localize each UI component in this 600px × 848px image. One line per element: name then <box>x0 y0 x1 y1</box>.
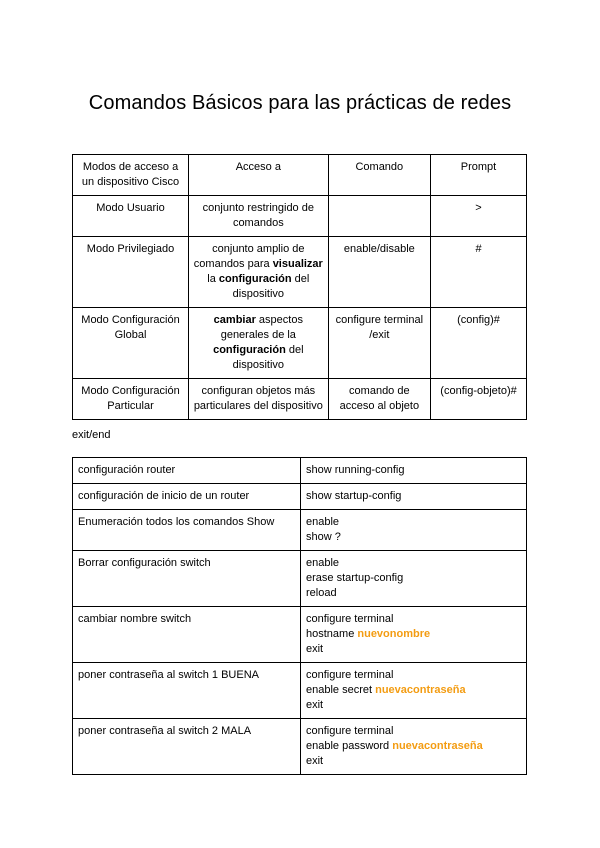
access-cell <box>189 237 329 308</box>
prompt-cell: # <box>431 237 527 308</box>
description-cell: poner contraseña al switch 2 MALA <box>73 719 301 775</box>
mode-cell: Modo Privilegiado <box>73 237 189 308</box>
text-run: conjunto restringido de comandos <box>202 202 314 229</box>
description-cell: configuración de inicio de un router <box>73 484 301 510</box>
table-row <box>73 551 527 607</box>
commands-cell <box>301 663 527 719</box>
description-cell: Enumeración todos los comandos Show <box>73 510 301 551</box>
command-text: show ? <box>306 531 341 543</box>
access-cell <box>189 379 329 420</box>
access-modes-table <box>72 154 527 420</box>
bold-text: cambiar <box>213 314 256 326</box>
command-text: enable password <box>306 740 393 752</box>
prompt-cell: > <box>431 196 527 237</box>
command-cell: comando de acceso al objeto <box>328 379 430 420</box>
commands-cell <box>301 484 527 510</box>
command-line <box>306 724 521 739</box>
command-text: enable secret <box>306 684 376 696</box>
command-text: enable <box>306 516 340 528</box>
mode-cell: Modo Configuración Particular <box>73 379 189 420</box>
table-header-row <box>73 155 527 196</box>
description-cell: Borrar configuración switch <box>73 551 301 607</box>
bold-text: configuración <box>213 344 286 356</box>
table-row <box>73 607 527 663</box>
command-line <box>306 683 521 698</box>
text-run: del dispositivo <box>232 273 310 300</box>
command-text: exit <box>306 699 324 711</box>
command-line <box>306 642 521 657</box>
text-run: aspectos generales de la <box>220 314 303 341</box>
prompt-cell: (config)# <box>431 308 527 379</box>
mode-cell: Modo Configuración Global <box>73 308 189 379</box>
table-row <box>73 237 527 308</box>
table-row <box>73 719 527 775</box>
commands-cell <box>301 551 527 607</box>
command-text: exit <box>306 643 324 655</box>
command-cell <box>328 196 430 237</box>
command-cell: enable/disable <box>328 237 430 308</box>
access-cell <box>189 196 329 237</box>
command-line <box>306 612 521 627</box>
command-text: erase startup-config <box>306 572 404 584</box>
command-text: enable <box>306 557 340 569</box>
text-run: la <box>207 273 219 285</box>
access-cell <box>189 308 329 379</box>
command-text: configure terminal <box>306 669 394 681</box>
command-text: reload <box>306 587 337 599</box>
table-row <box>73 484 527 510</box>
command-line <box>306 571 521 586</box>
command-line <box>306 530 521 545</box>
header-cell: Prompt <box>431 155 527 196</box>
command-text: configure terminal <box>306 613 394 625</box>
exit-end-note: exit/end <box>72 429 111 441</box>
page-title: Comandos Básicos para las prácticas de redes <box>88 92 512 114</box>
table-row <box>73 379 527 420</box>
description-cell: configuración router <box>73 458 301 484</box>
description-cell: poner contraseña al switch 1 BUENA <box>73 663 301 719</box>
commands-cell <box>301 510 527 551</box>
command-text: configure terminal <box>306 725 394 737</box>
commands-cell <box>301 458 527 484</box>
command-line <box>306 698 521 713</box>
commands-table <box>72 457 527 775</box>
commands-cell <box>301 607 527 663</box>
header-cell: Modos de acceso a un dispositivo Cisco <box>73 155 189 196</box>
highlighted-parameter: nuevacontraseña <box>375 684 466 696</box>
highlighted-parameter: nuevacontraseña <box>392 740 483 752</box>
command-text: show startup-config <box>306 490 402 502</box>
mode-cell: Modo Usuario <box>73 196 189 237</box>
bold-text: configuración <box>218 273 292 285</box>
table-row <box>73 663 527 719</box>
table-row <box>73 510 527 551</box>
text-run: configuran objetos más particulares del dispositivo <box>193 385 323 412</box>
header-cell: Acceso a <box>189 155 329 196</box>
commands-cell <box>301 719 527 775</box>
command-line <box>306 515 521 530</box>
table-row <box>73 308 527 379</box>
command-cell: configure terminal /exit <box>328 308 430 379</box>
command-text: exit <box>306 755 324 767</box>
command-line <box>306 627 521 642</box>
command-line <box>306 463 521 478</box>
header-cell: Comando <box>328 155 430 196</box>
command-line <box>306 556 521 571</box>
command-line <box>306 586 521 601</box>
command-line <box>306 489 521 504</box>
description-cell: cambiar nombre switch <box>73 607 301 663</box>
command-line <box>306 668 521 683</box>
text-run: conjunto amplio de comandos para <box>193 243 305 270</box>
bold-text: visualizar <box>272 258 323 270</box>
text-run: del dispositivo <box>232 344 304 371</box>
table-row <box>73 458 527 484</box>
highlighted-parameter: nuevonombre <box>357 628 431 640</box>
table-row <box>73 196 527 237</box>
command-line <box>306 739 521 754</box>
prompt-cell: (config-objeto)# <box>431 379 527 420</box>
command-line <box>306 754 521 769</box>
command-text: show running-config <box>306 464 405 476</box>
command-text: hostname <box>306 628 358 640</box>
